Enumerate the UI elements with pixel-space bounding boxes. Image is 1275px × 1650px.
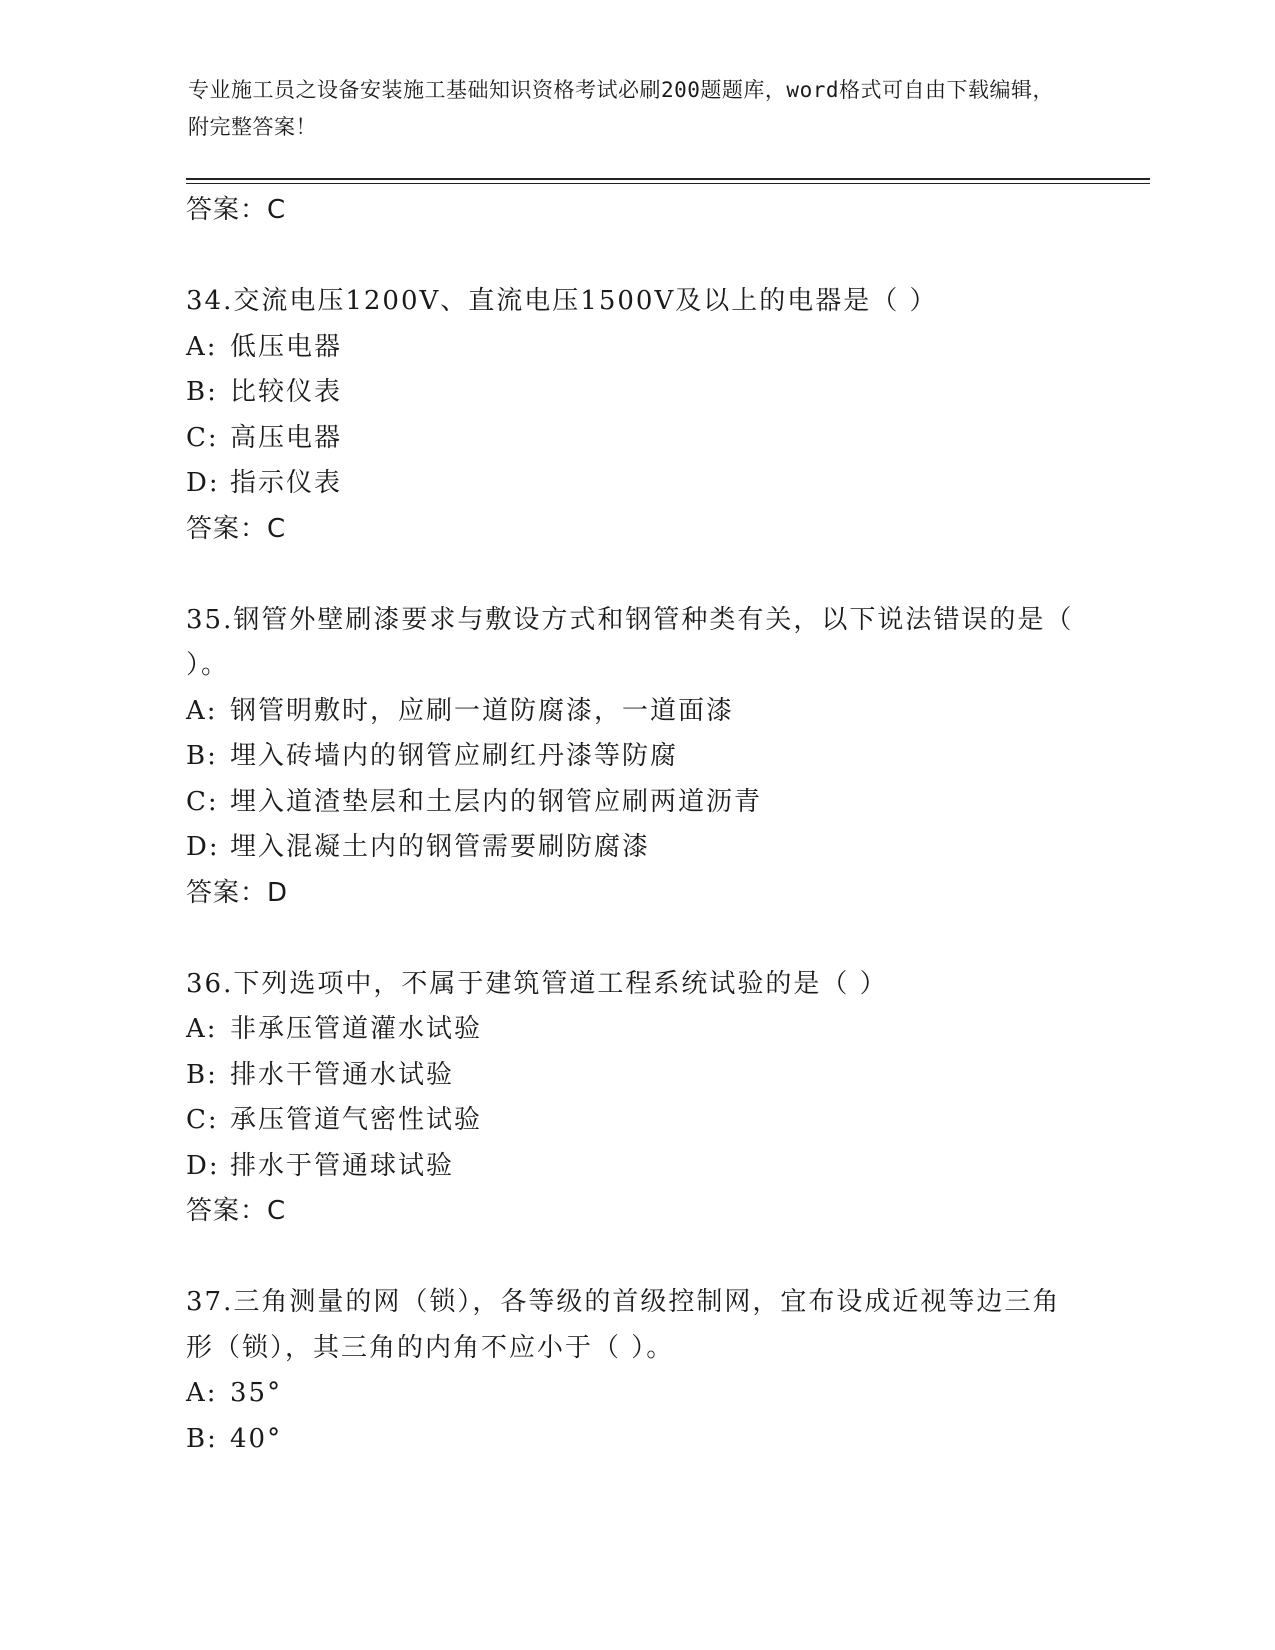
answer-line <box>186 871 1086 917</box>
page-header <box>188 72 1068 146</box>
option-b <box>186 370 1086 416</box>
option-text: 高压电器 <box>230 422 343 453</box>
answer-label: 答案： <box>186 877 268 908</box>
option-d <box>186 461 1086 507</box>
answer-value: C <box>267 195 287 225</box>
question-37 <box>186 1280 1086 1462</box>
question-text: 37.三角测量的网（锁），各等级的首级控制网，宜布设成近视等边三角形（锁），其三角的内角不应小于（ ）。 <box>186 1287 1061 1363</box>
answer-label: 答案： <box>186 1196 268 1226</box>
question-text: 35.钢管外壁刷漆要求与敷设方式和钢管种类有关，以下说法错误的是（ ）。 <box>186 604 1074 680</box>
answer-line <box>186 1189 1086 1235</box>
answer-label: 答案： <box>186 513 268 544</box>
option-a <box>186 689 1086 735</box>
option-b <box>186 1417 1086 1463</box>
header-divider-thick <box>186 178 1150 180</box>
question-gap <box>186 1235 1086 1281</box>
header-divider-thin <box>186 183 1150 184</box>
option-text: 排水干管通水试验 <box>230 1059 455 1090</box>
option-d <box>186 1144 1086 1190</box>
option-text: 低压电器 <box>230 331 343 362</box>
option-d <box>186 825 1086 871</box>
option-text: 埋入混凝土内的钢管需要刷防腐漆 <box>230 832 651 862</box>
option-b <box>186 734 1086 780</box>
option-c <box>186 1098 1086 1144</box>
option-key: A: <box>186 331 218 362</box>
option-key: C: <box>186 786 219 817</box>
option-text: 承压管道气密性试验 <box>230 1105 483 1135</box>
option-key: D: <box>186 832 220 862</box>
answer-label: 答案： <box>186 195 268 225</box>
option-text: 比较仪表 <box>230 377 343 407</box>
option-key: B: <box>186 1423 218 1454</box>
question-text: 34.交流电压1200V、直流电压1500V及以上的电器是（ ） <box>186 286 938 316</box>
option-text: 排水于管通球试验 <box>230 1150 455 1181</box>
option-key: D: <box>186 1150 220 1181</box>
question-list <box>186 188 1086 1462</box>
option-text: 埋入砖墙内的钢管应刷红丹漆等防腐 <box>230 741 679 771</box>
question-gap <box>186 234 1086 280</box>
question-gap <box>186 552 1086 598</box>
option-a <box>186 1371 1086 1417</box>
option-text: 钢管明敷时，应刷一道防腐漆，一道面漆 <box>230 695 735 726</box>
answer-line <box>186 188 1086 234</box>
option-key: C: <box>186 1105 219 1135</box>
answer-value: C <box>267 1196 287 1226</box>
option-key: A: <box>186 695 218 726</box>
option-key: B: <box>186 1059 218 1090</box>
option-key: A: <box>186 1014 218 1044</box>
option-b <box>186 1053 1086 1099</box>
option-key: D: <box>186 468 220 498</box>
option-key: C: <box>186 422 219 453</box>
option-text: 埋入道渣垫层和土层内的钢管应刷两道沥青 <box>230 786 763 817</box>
answer-line <box>186 507 1086 553</box>
question-34 <box>186 279 1086 552</box>
question-36 <box>186 962 1086 1235</box>
answer-value: C <box>267 513 287 544</box>
option-key: B: <box>186 377 218 407</box>
option-key: B: <box>186 741 218 771</box>
option-c <box>186 416 1086 462</box>
option-a <box>186 325 1086 371</box>
option-c <box>186 780 1086 826</box>
option-text: 非承压管道灌水试验 <box>230 1014 483 1044</box>
option-text: 35° <box>230 1378 283 1408</box>
question-35 <box>186 598 1086 917</box>
answer-value: D <box>267 877 289 908</box>
question-gap <box>186 916 1086 962</box>
option-key: A: <box>186 1378 218 1408</box>
option-text: 指示仪表 <box>230 468 343 498</box>
question-text: 36.下列选项中，不属于建筑管道工程系统试验的是（ ） <box>186 968 888 999</box>
header-text: 专业施工员之设备安装施工基础知识资格考试必刷200题题库，word格式可自由下载编辑，附完整答案！ <box>188 78 1054 139</box>
option-text: 40° <box>230 1423 283 1454</box>
option-a <box>186 1007 1086 1053</box>
